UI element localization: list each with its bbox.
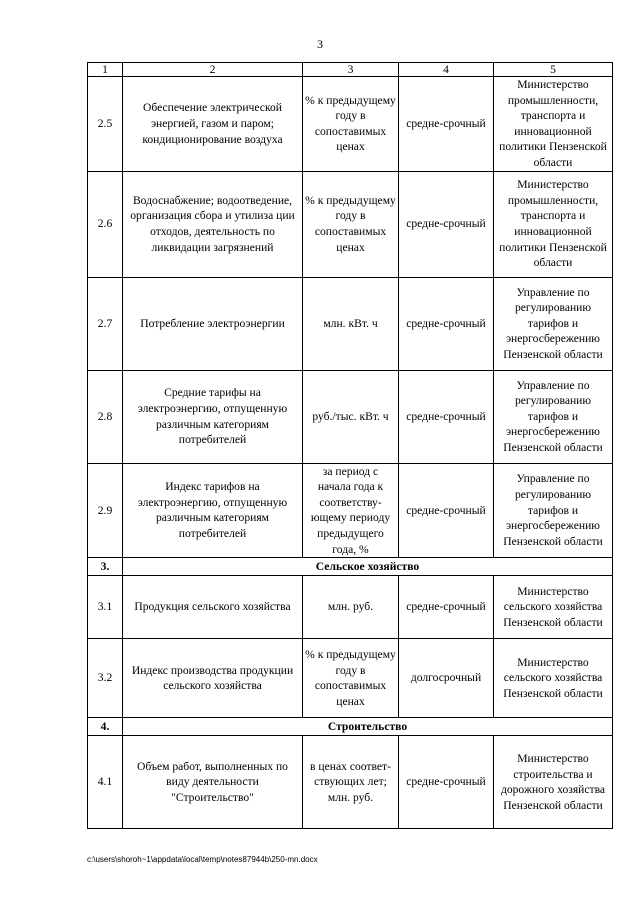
unit-cell: руб./тыс. кВт. ч — [303, 370, 399, 463]
row-number: 2.5 — [88, 77, 123, 172]
organization-cell: Управление по регулированию тарифов и энергосбережению Пензенской области — [494, 463, 613, 558]
unit-cell: в ценах соответ-ствующих лет; млн. руб. — [303, 736, 399, 829]
footer-file-path: c:\users\shoroh~1\appdata\local\temp\notes87944b\250-mn.docx — [87, 855, 318, 864]
unit-cell: % к предыдущему году в сопоставимых ценах — [303, 171, 399, 277]
organization-cell: Министерство строительства и дорожного хозяйства Пензенской области — [494, 736, 613, 829]
header-cell: 2 — [123, 63, 303, 77]
indicator-name: Средние тарифы на электроэнергию, отпущенную различным категориям потребителей — [123, 370, 303, 463]
unit-cell: млн. кВт. ч — [303, 277, 399, 370]
table-row — [88, 77, 613, 172]
period-cell: средне-срочный — [399, 77, 494, 172]
row-number: 4.1 — [88, 736, 123, 829]
unit-cell: за период с начала года к соответству-ющему периоду предыдущего года, % — [303, 463, 399, 558]
organization-cell: Министерство сельского хозяйства Пензенской области — [494, 639, 613, 718]
organization-cell: Министерство сельского хозяйства Пензенской области — [494, 576, 613, 639]
table-row — [88, 576, 613, 639]
period-cell: долгосрочный — [399, 639, 494, 718]
section-row — [88, 718, 613, 736]
period-cell: средне-срочный — [399, 463, 494, 558]
table-row — [88, 736, 613, 829]
header-cell: 3 — [303, 63, 399, 77]
organization-cell: Управление по регулированию тарифов и энергосбережению Пензенской области — [494, 370, 613, 463]
row-number: 2.7 — [88, 277, 123, 370]
indicators-table — [87, 62, 613, 829]
table-row — [88, 171, 613, 277]
period-cell: средне-срочный — [399, 171, 494, 277]
header-cell: 5 — [494, 63, 613, 77]
table-row — [88, 277, 613, 370]
organization-cell: Управление по регулированию тарифов и энергосбережению Пензенской области — [494, 277, 613, 370]
indicator-name: Продукция сельского хозяйства — [123, 576, 303, 639]
row-number: 3.1 — [88, 576, 123, 639]
indicator-name: Водоснабжение; водоотведение, организация сбора и утилиза ции отходов, деятельность по ликвидации загрязнений — [123, 171, 303, 277]
organization-cell: Министерство промышленности, транспорта и инновационной политики Пензенской области — [494, 77, 613, 172]
section-row — [88, 558, 613, 576]
header-cell: 1 — [88, 63, 123, 77]
row-number: 2.8 — [88, 370, 123, 463]
period-cell: средне-срочный — [399, 370, 494, 463]
section-number: 4. — [88, 718, 123, 736]
unit-cell: % к предыдущему году в сопоставимых ценах — [303, 639, 399, 718]
header-cell: 4 — [399, 63, 494, 77]
section-title: Сельское хозяйство — [123, 558, 613, 576]
indicator-name: Потребление электроэнергии — [123, 277, 303, 370]
unit-cell: млн. руб. — [303, 576, 399, 639]
organization-cell: Министерство промышленности, транспорта и инновационной политики Пензенской области — [494, 171, 613, 277]
indicator-name: Объем работ, выполненных по виду деятельности "Строительство" — [123, 736, 303, 829]
section-title: Строительство — [123, 718, 613, 736]
period-cell: средне-срочный — [399, 576, 494, 639]
section-number: 3. — [88, 558, 123, 576]
row-number: 2.6 — [88, 171, 123, 277]
indicator-name: Индекс производства продукции сельского хозяйства — [123, 639, 303, 718]
table-row — [88, 639, 613, 718]
unit-cell: % к предыдущему году в сопоставимых ценах — [303, 77, 399, 172]
period-cell: средне-срочный — [399, 736, 494, 829]
row-number: 2.9 — [88, 463, 123, 558]
table-row — [88, 463, 613, 558]
row-number: 3.2 — [88, 639, 123, 718]
header-row — [88, 63, 613, 77]
indicator-name: Обеспечение электрической энергией, газом и паром; кондиционирование воздуха — [123, 77, 303, 172]
indicator-name: Индекс тарифов на электроэнергию, отпущенную различным категориям потребителей — [123, 463, 303, 558]
table-row — [88, 370, 613, 463]
period-cell: средне-срочный — [399, 277, 494, 370]
page-number: 3 — [317, 37, 323, 51]
